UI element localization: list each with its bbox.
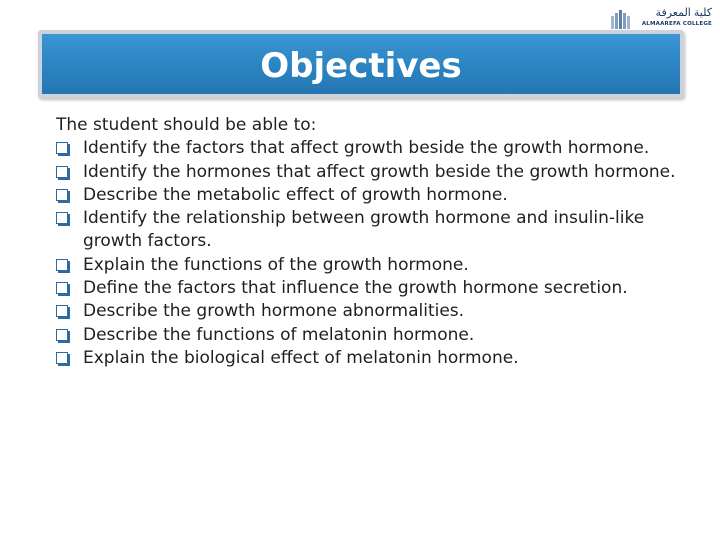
hollow-square-bullet-icon — [56, 259, 68, 271]
list-item — [56, 324, 696, 347]
logo-arabic-text: كلية المعرفة — [655, 7, 712, 19]
list-item-text: Describe the metabolic effect of growth hormone. — [83, 184, 508, 205]
objectives-content — [56, 114, 696, 370]
list-item-text: Define the factors that influence the growth hormone secretion. — [83, 278, 628, 299]
list-item — [56, 277, 696, 300]
hollow-square-bullet-icon — [56, 212, 68, 224]
list-item-text: Describe the growth hormone abnormalities. — [83, 301, 465, 322]
objectives-list — [56, 137, 696, 370]
hollow-square-bullet-icon — [56, 142, 68, 154]
list-item-text: Explain the biological effect of melatonin hormone. — [83, 347, 519, 368]
hollow-square-bullet-icon — [56, 166, 68, 178]
list-item-text: Explain the functions of the growth hormone. — [83, 254, 469, 275]
building-logo-icon — [610, 8, 632, 30]
list-item-text: Describe the functions of melatonin hormone. — [83, 324, 475, 345]
list-item — [56, 347, 696, 370]
list-item — [56, 137, 696, 160]
intro-text: The student should be able to: — [56, 115, 317, 135]
hollow-square-bullet-icon — [56, 282, 68, 294]
college-logo — [610, 6, 712, 32]
hollow-square-bullet-icon — [56, 305, 68, 317]
list-item-text: Identify the factors that affect growth beside the growth hormone. — [83, 138, 650, 159]
hollow-square-bullet-icon — [56, 189, 68, 201]
title-banner — [38, 30, 684, 98]
page-title: Objectives — [260, 46, 462, 86]
list-item — [56, 254, 696, 277]
list-item-text: Identify the relationship between growth hormone and insulin-like growth factors. — [83, 208, 645, 252]
list-item — [56, 207, 696, 254]
hollow-square-bullet-icon — [56, 352, 68, 364]
list-item — [56, 161, 696, 184]
list-item — [56, 184, 696, 207]
list-item — [56, 300, 696, 323]
logo-latin-text: ALMAAREFA COLLEGE — [641, 21, 712, 27]
hollow-square-bullet-icon — [56, 329, 68, 341]
list-item-text: Identify the hormones that affect growth beside the growth hormone. — [83, 161, 676, 182]
